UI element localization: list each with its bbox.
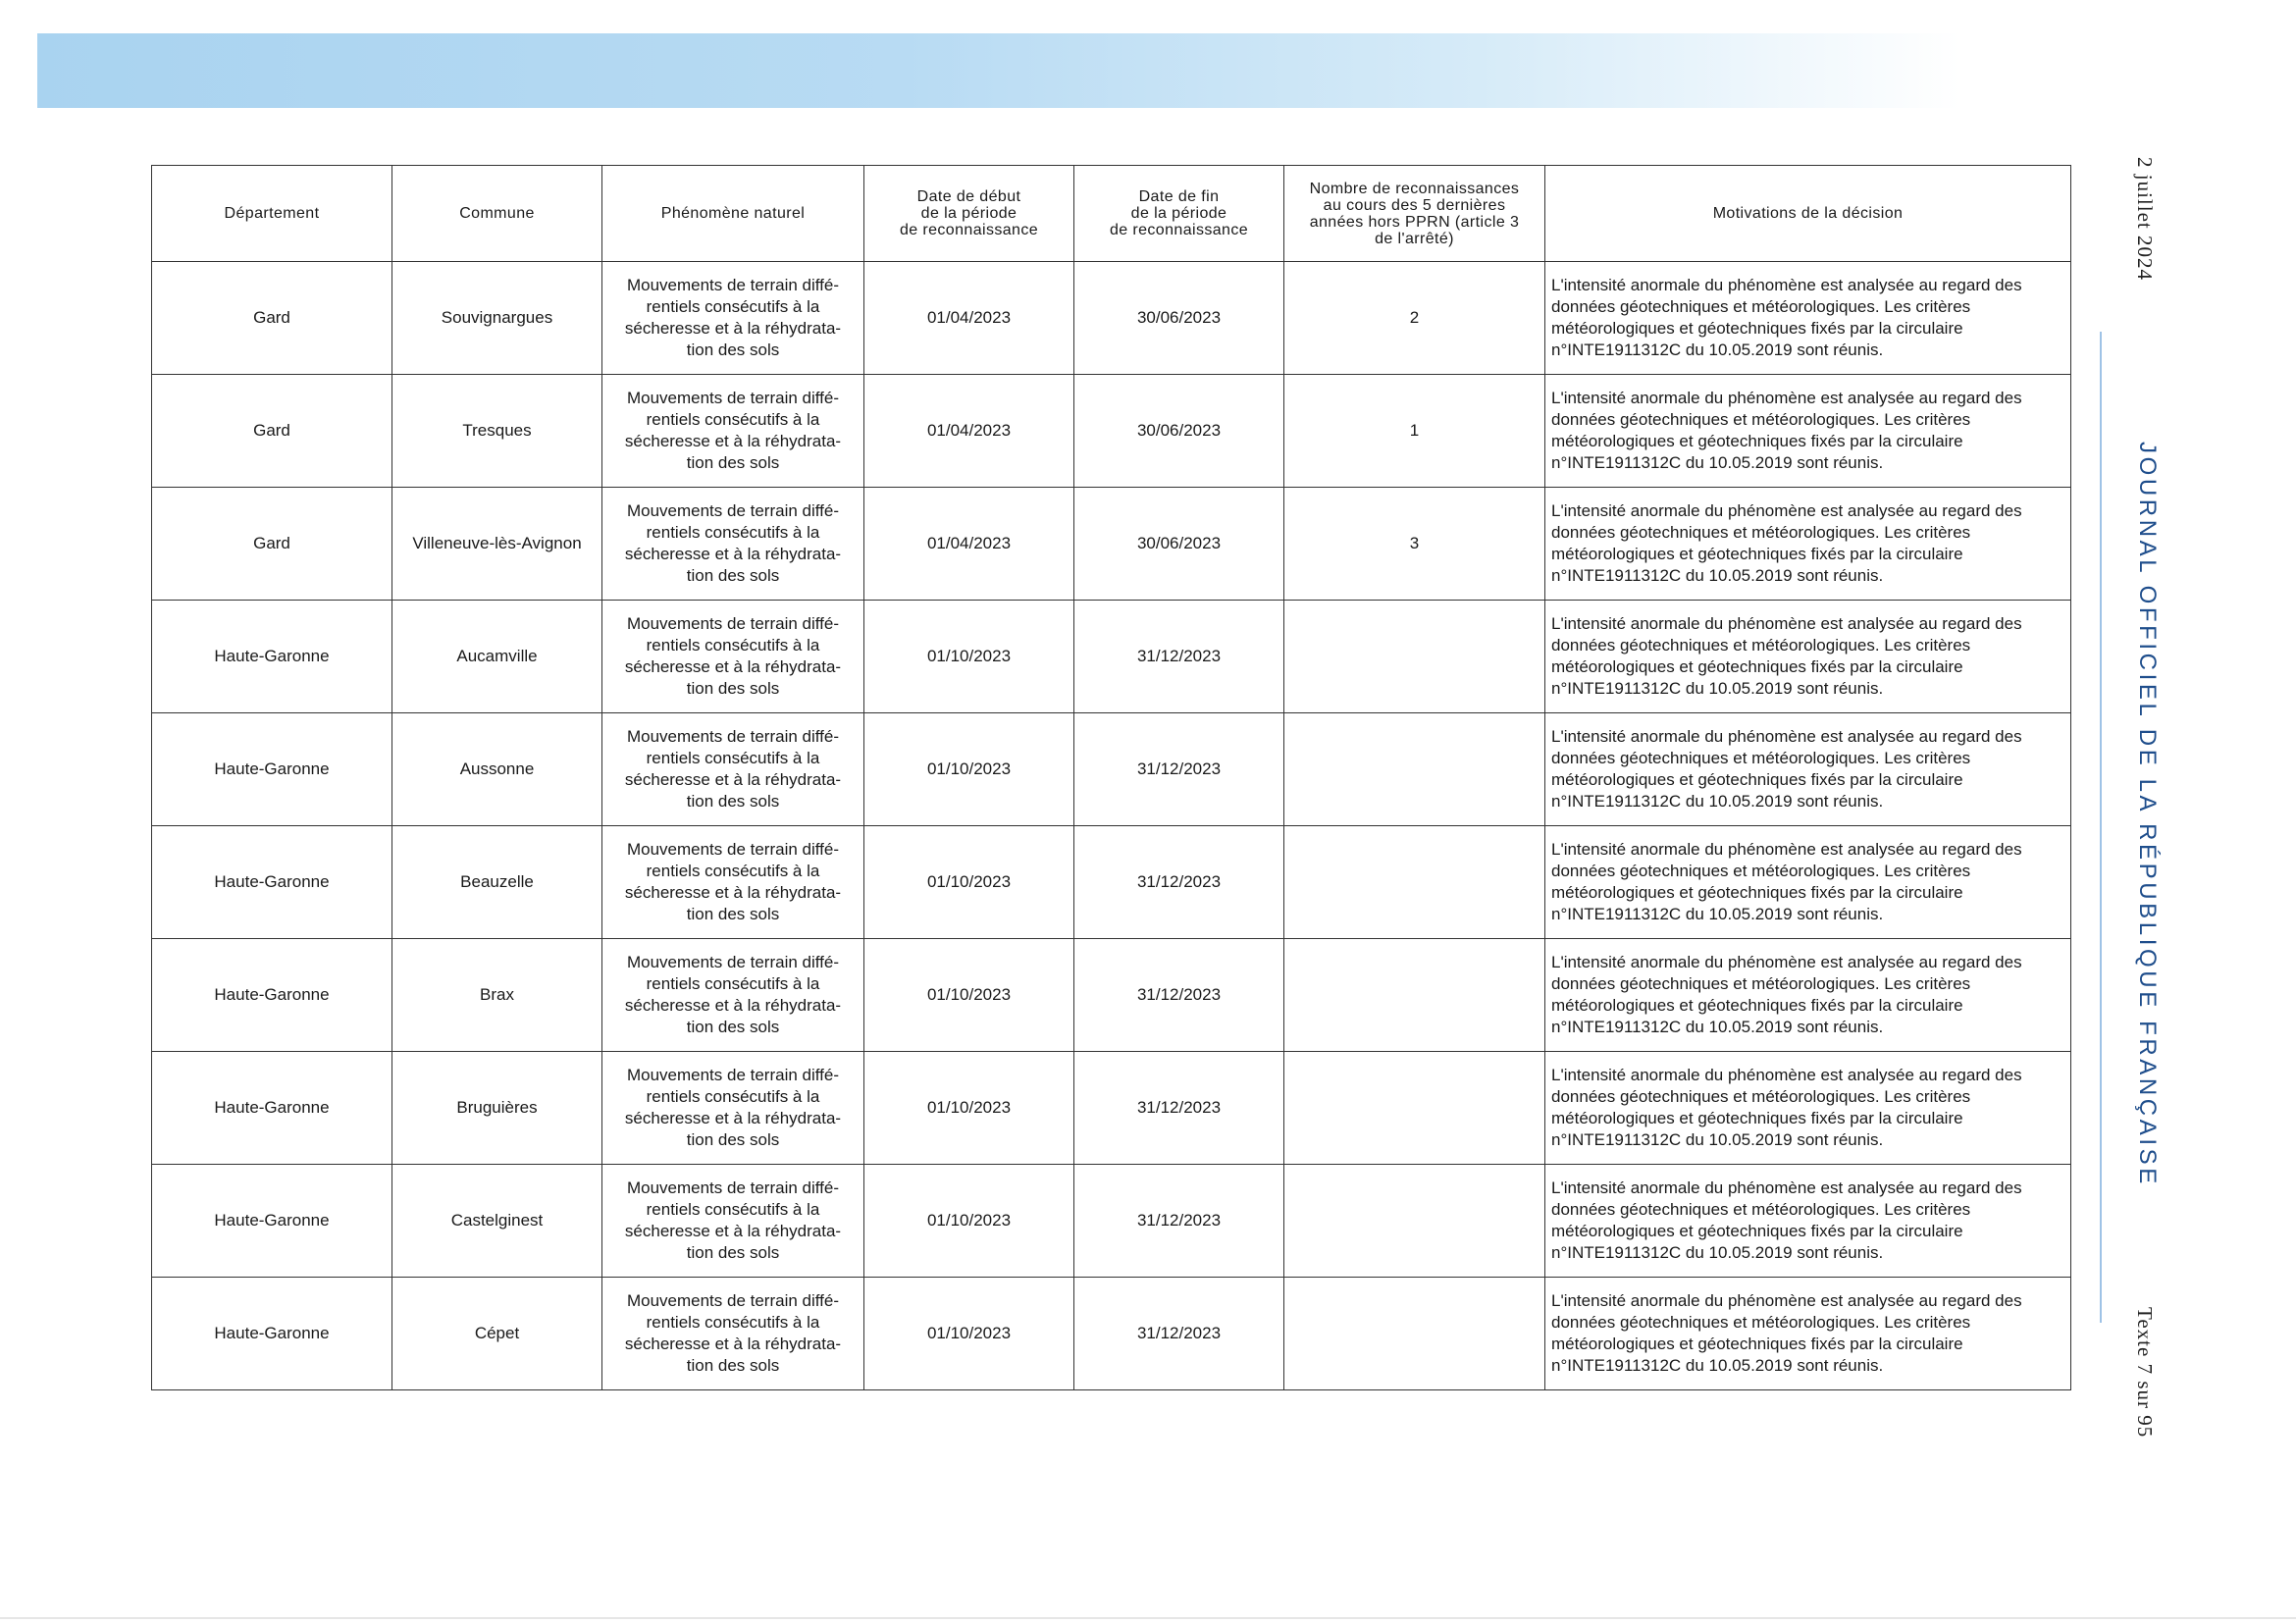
cell-departement: Haute-Garonne <box>152 1278 392 1390</box>
cell-commune: Souvignargues <box>392 262 602 375</box>
cell-departement: Gard <box>152 262 392 375</box>
cell-nombre <box>1284 1165 1545 1278</box>
cell-date-debut: 01/10/2023 <box>864 713 1074 826</box>
cell-date-debut: 01/04/2023 <box>864 488 1074 601</box>
cell-nombre <box>1284 826 1545 939</box>
header-nombre: Nombre de reconnaissances au cours des 5 dernières années hors PPRN (article 3 de l'arrêté) <box>1284 166 1545 262</box>
cell-commune: Castelginest <box>392 1165 602 1278</box>
cell-date-fin: 31/12/2023 <box>1074 1052 1284 1165</box>
cell-nombre <box>1284 1052 1545 1165</box>
cell-date-debut: 01/10/2023 <box>864 826 1074 939</box>
cell-commune: Beauzelle <box>392 826 602 939</box>
cell-date-debut: 01/10/2023 <box>864 939 1074 1052</box>
cell-departement: Haute-Garonne <box>152 713 392 826</box>
cell-motivation: L'intensité anormale du phénomène est analysée au regard des données géotechniques et météorologiques. Les critères météorologiques et géotechniques fixés par la circulaire n°INTE1911312C du 10.05.2019 sont réunis. <box>1545 1278 2071 1390</box>
cell-motivation: L'intensité anormale du phénomène est analysée au regard des données géotechniques et météorologiques. Les critères météorologiques et géotechniques fixés par la circulaire n°INTE1911312C du 10.05.2019 sont réunis. <box>1545 375 2071 488</box>
decision-table <box>151 165 2071 1390</box>
cell-phenomene: Mouvements de terrain diffé- rentiels consécutifs à la sécheresse et à la réhydrata- tion des sols <box>602 375 864 488</box>
cell-date-fin: 31/12/2023 <box>1074 939 1284 1052</box>
table-row <box>152 1278 2071 1390</box>
cell-phenomene: Mouvements de terrain diffé- rentiels consécutifs à la sécheresse et à la réhydrata- tion des sols <box>602 713 864 826</box>
cell-date-debut: 01/10/2023 <box>864 601 1074 713</box>
cell-motivation: L'intensité anormale du phénomène est analysée au regard des données géotechniques et météorologiques. Les critères météorologiques et géotechniques fixés par la circulaire n°INTE1911312C du 10.05.2019 sont réunis. <box>1545 1052 2071 1165</box>
cell-date-debut: 01/10/2023 <box>864 1278 1074 1390</box>
header-band <box>37 33 1960 108</box>
page-reference: Texte 7 sur 95 <box>2133 1307 2157 1439</box>
table-row <box>152 488 2071 601</box>
cell-commune: Brax <box>392 939 602 1052</box>
cell-nombre: 3 <box>1284 488 1545 601</box>
cell-date-fin: 30/06/2023 <box>1074 488 1284 601</box>
table-header <box>152 166 2071 262</box>
cell-nombre <box>1284 939 1545 1052</box>
cell-departement: Haute-Garonne <box>152 1052 392 1165</box>
cell-nombre <box>1284 713 1545 826</box>
cell-commune: Bruguières <box>392 1052 602 1165</box>
publication-date: 2 juillet 2024 <box>2133 157 2157 281</box>
cell-nombre <box>1284 601 1545 713</box>
header-motivations: Motivations de la décision <box>1545 166 2071 262</box>
cell-nombre: 1 <box>1284 375 1545 488</box>
cell-phenomene: Mouvements de terrain diffé- rentiels consécutifs à la sécheresse et à la réhydrata- tion des sols <box>602 1052 864 1165</box>
cell-motivation: L'intensité anormale du phénomène est analysée au regard des données géotechniques et météorologiques. Les critères météorologiques et géotechniques fixés par la circulaire n°INTE1911312C du 10.05.2019 sont réunis. <box>1545 262 2071 375</box>
cell-phenomene: Mouvements de terrain diffé- rentiels consécutifs à la sécheresse et à la réhydrata- tion des sols <box>602 939 864 1052</box>
journal-title: JOURNAL OFFICIEL DE LA RÉPUBLIQUE FRANÇAISE <box>2134 442 2161 1187</box>
cell-motivation: L'intensité anormale du phénomène est analysée au regard des données géotechniques et météorologiques. Les critères météorologiques et géotechniques fixés par la circulaire n°INTE1911312C du 10.05.2019 sont réunis. <box>1545 488 2071 601</box>
table-row <box>152 713 2071 826</box>
cell-date-fin: 30/06/2023 <box>1074 375 1284 488</box>
header-departement: Département <box>152 166 392 262</box>
cell-departement: Haute-Garonne <box>152 939 392 1052</box>
cell-phenomene: Mouvements de terrain diffé- rentiels consécutifs à la sécheresse et à la réhydrata- tion des sols <box>602 262 864 375</box>
cell-phenomene: Mouvements de terrain diffé- rentiels consécutifs à la sécheresse et à la réhydrata- tion des sols <box>602 488 864 601</box>
cell-phenomene: Mouvements de terrain diffé- rentiels consécutifs à la sécheresse et à la réhydrata- tion des sols <box>602 1278 864 1390</box>
cell-motivation: L'intensité anormale du phénomène est analysée au regard des données géotechniques et météorologiques. Les critères météorologiques et géotechniques fixés par la circulaire n°INTE1911312C du 10.05.2019 sont réunis. <box>1545 939 2071 1052</box>
cell-nombre: 2 <box>1284 262 1545 375</box>
cell-departement: Haute-Garonne <box>152 1165 392 1278</box>
cell-date-fin: 31/12/2023 <box>1074 713 1284 826</box>
cell-date-debut: 01/10/2023 <box>864 1052 1074 1165</box>
cell-commune: Tresques <box>392 375 602 488</box>
cell-date-fin: 31/12/2023 <box>1074 601 1284 713</box>
cell-commune: Villeneuve-lès-Avignon <box>392 488 602 601</box>
cell-commune: Aussonne <box>392 713 602 826</box>
cell-phenomene: Mouvements de terrain diffé- rentiels consécutifs à la sécheresse et à la réhydrata- tion des sols <box>602 1165 864 1278</box>
table-body <box>152 262 2071 1390</box>
table-row <box>152 1165 2071 1278</box>
cell-date-fin: 31/12/2023 <box>1074 1165 1284 1278</box>
cell-date-fin: 31/12/2023 <box>1074 826 1284 939</box>
header-commune: Commune <box>392 166 602 262</box>
cell-motivation: L'intensité anormale du phénomène est analysée au regard des données géotechniques et météorologiques. Les critères météorologiques et géotechniques fixés par la circulaire n°INTE1911312C du 10.05.2019 sont réunis. <box>1545 713 2071 826</box>
table-row <box>152 826 2071 939</box>
cell-commune: Aucamville <box>392 601 602 713</box>
cell-commune: Cépet <box>392 1278 602 1390</box>
cell-motivation: L'intensité anormale du phénomène est analysée au regard des données géotechniques et météorologiques. Les critères météorologiques et géotechniques fixés par la circulaire n°INTE1911312C du 10.05.2019 sont réunis. <box>1545 601 2071 713</box>
table-row <box>152 1052 2071 1165</box>
cell-phenomene: Mouvements de terrain diffé- rentiels consécutifs à la sécheresse et à la réhydrata- tion des sols <box>602 826 864 939</box>
header-date-fin: Date de fin de la période de reconnaissance <box>1074 166 1284 262</box>
cell-departement: Gard <box>152 488 392 601</box>
cell-motivation: L'intensité anormale du phénomène est analysée au regard des données géotechniques et météorologiques. Les critères météorologiques et géotechniques fixés par la circulaire n°INTE1911312C du 10.05.2019 sont réunis. <box>1545 1165 2071 1278</box>
cell-date-fin: 31/12/2023 <box>1074 1278 1284 1390</box>
table-row <box>152 375 2071 488</box>
cell-date-debut: 01/04/2023 <box>864 375 1074 488</box>
bottom-rule <box>0 1617 2296 1619</box>
header-phenomene: Phénomène naturel <box>602 166 864 262</box>
sidebar-rule <box>2100 332 2102 1323</box>
header-date-debut: Date de début de la période de reconnaissance <box>864 166 1074 262</box>
cell-phenomene: Mouvements de terrain diffé- rentiels consécutifs à la sécheresse et à la réhydrata- tion des sols <box>602 601 864 713</box>
cell-departement: Haute-Garonne <box>152 826 392 939</box>
cell-date-fin: 30/06/2023 <box>1074 262 1284 375</box>
cell-departement: Haute-Garonne <box>152 601 392 713</box>
cell-date-debut: 01/10/2023 <box>864 1165 1074 1278</box>
table-row <box>152 262 2071 375</box>
header-row <box>152 166 2071 262</box>
cell-departement: Gard <box>152 375 392 488</box>
cell-motivation: L'intensité anormale du phénomène est analysée au regard des données géotechniques et météorologiques. Les critères météorologiques et géotechniques fixés par la circulaire n°INTE1911312C du 10.05.2019 sont réunis. <box>1545 826 2071 939</box>
cell-nombre <box>1284 1278 1545 1390</box>
table-row <box>152 939 2071 1052</box>
table-row <box>152 601 2071 713</box>
cell-date-debut: 01/04/2023 <box>864 262 1074 375</box>
